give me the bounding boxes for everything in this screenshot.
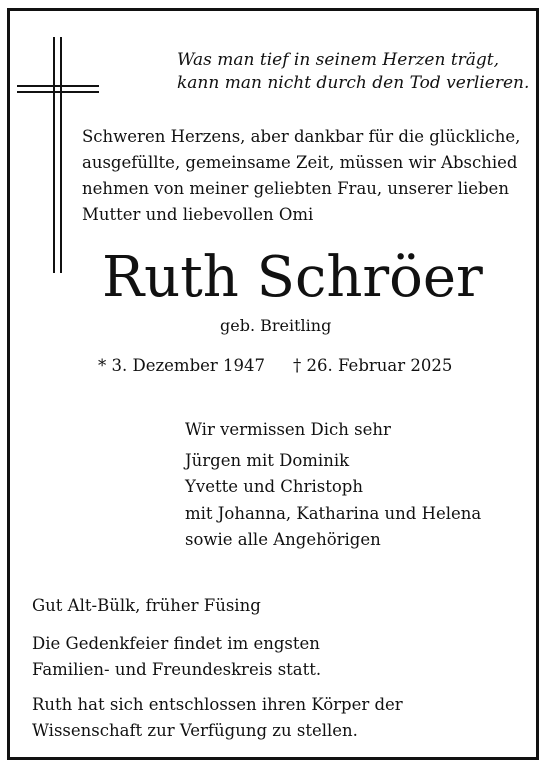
mourners-block (185, 417, 481, 554)
mourners-lead: Wir vermissen Dich sehr (185, 420, 391, 439)
quote-line: kann man nicht durch den Tod verlieren. (177, 73, 530, 93)
mourner-line: sowie alle Angehörigen (185, 530, 381, 549)
cross-vertical-bar-inner (60, 37, 62, 273)
intro-line: Schweren Herzens, aber dankbar für die glückliche, (82, 127, 521, 146)
memorial-quote (177, 49, 529, 95)
intro-text (82, 124, 520, 228)
cross-vertical-bar (53, 37, 55, 273)
body-donation-note (32, 692, 403, 744)
ceremony-note (32, 631, 321, 683)
ceremony-line: Familien- und Freundeskreis statt. (32, 660, 322, 679)
ceremony-line: Die Gedenkfeier findet im engsten (32, 634, 320, 653)
death-date: † 26. Februar 2025 (293, 356, 453, 375)
mourner-line: mit Johanna, Katharina und Helena (185, 503, 482, 523)
obituary-card (7, 8, 539, 760)
maiden-name: geb. Breitling (220, 316, 332, 335)
cross-horizontal-bar-inner (17, 91, 99, 93)
birth-date: * 3. Dezember 1947 (98, 356, 266, 375)
intro-line: nehmen von meiner geliebten Frau, unserer lieben (82, 179, 509, 198)
mourner-line: Yvette und Christoph (185, 477, 363, 496)
cross-horizontal-bar (17, 85, 99, 87)
location-text: Gut Alt-Bülk, früher Füsing (32, 596, 261, 615)
intro-line: Mutter und liebevollen Omi (82, 205, 314, 224)
quote-line: Was man tief in seinem Herzen trägt, (177, 50, 500, 70)
body-note-line: Wissenschaft zur Verfügung zu stellen. (32, 721, 358, 740)
mourner-line: Jürgen mit Dominik (185, 450, 350, 470)
life-dates (98, 354, 452, 378)
deceased-name: Ruth Schröer (102, 245, 483, 310)
intro-line: ausgefüllte, gemeinsame Zeit, müssen wir Abschied (82, 153, 518, 172)
body-note-line: Ruth hat sich entschlossen ihren Körper der (32, 695, 403, 714)
